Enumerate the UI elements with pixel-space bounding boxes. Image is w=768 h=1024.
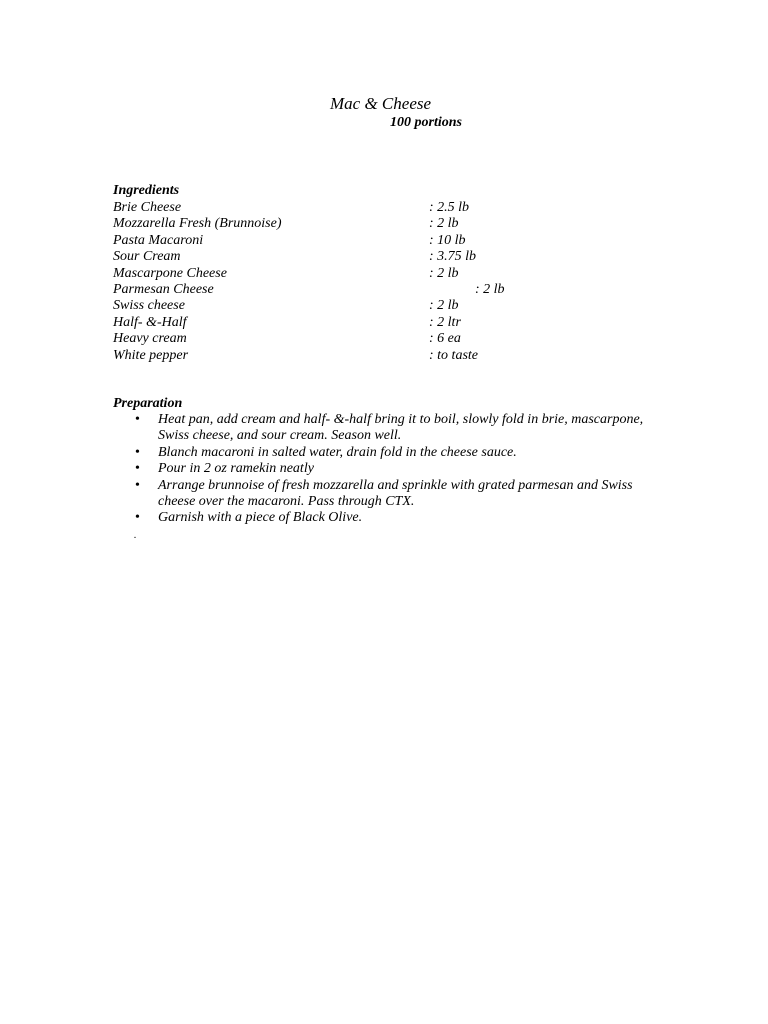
list-item (113, 445, 653, 461)
trailing-mark: . (134, 530, 137, 541)
step-text: Arrange brunnoise of fresh mozzarella and sprinkle with grated parmesan and Swiss cheese over the macaroni. Pass through CTX. (158, 477, 633, 510)
ingredient-quantity: : 2 lb (429, 216, 459, 232)
ingredient-row (113, 200, 633, 216)
ingredient-row (113, 348, 633, 364)
bullet-icon: • (135, 461, 140, 477)
ingredient-row (113, 282, 633, 298)
ingredient-row (113, 249, 633, 265)
ingredient-quantity: : 2 ltr (429, 314, 461, 330)
ingredient-row (113, 315, 633, 331)
list-item (113, 478, 653, 511)
ingredient-name: Swiss cheese (113, 298, 185, 314)
step-text: Heat pan, add cream and half- &-half bring it to boil, slowly fold in brie, mascarpone, Swiss cheese, and sour cream. Season well. (158, 412, 644, 444)
ingredient-row (113, 331, 633, 347)
ingredient-row (113, 266, 633, 282)
ingredient-name: Half- &-Half (113, 314, 187, 330)
preparation-steps (113, 412, 653, 527)
bullet-icon: • (135, 477, 140, 493)
ingredient-quantity: : 2 lb (429, 265, 459, 281)
ingredient-name: Sour Cream (113, 249, 181, 265)
ingredient-quantity: : 2 lb (475, 281, 505, 297)
ingredient-quantity: : 6 ea (429, 331, 461, 347)
ingredient-row (113, 233, 633, 249)
ingredient-name: Mascarpone Cheese (113, 265, 227, 281)
list-item (113, 461, 653, 477)
ingredient-name: Heavy cream (113, 331, 187, 347)
ingredient-name: Pasta Macaroni (113, 232, 204, 248)
step-text: Blanch macaroni in salted water, drain fold in the cheese sauce. (158, 444, 517, 460)
ingredient-quantity: : 3.75 lb (429, 249, 477, 265)
recipe-title: Mac & Cheese (330, 94, 432, 113)
bullet-icon: • (135, 510, 140, 526)
bullet-icon: • (135, 444, 140, 460)
bullet-icon: • (135, 412, 140, 427)
ingredient-name: White pepper (113, 347, 189, 363)
ingredient-row (113, 216, 633, 232)
ingredients-list (113, 200, 633, 364)
ingredients-heading: Ingredients (113, 183, 180, 198)
ingredient-name: Parmesan Cheese (113, 281, 214, 297)
ingredient-quantity: : 2 lb (429, 298, 459, 314)
ingredient-row (113, 298, 633, 314)
ingredient-name: Brie Cheese (113, 200, 182, 215)
list-item (113, 412, 653, 445)
ingredient-quantity: : 10 lb (429, 232, 466, 248)
step-text: Garnish with a piece of Black Olive. (158, 510, 363, 526)
ingredient-quantity: : 2.5 lb (429, 200, 470, 215)
recipe-subtitle: 100 portions (390, 115, 462, 130)
preparation-heading: Preparation (113, 396, 183, 411)
ingredient-name: Mozzarella Fresh (Brunnoise) (113, 216, 282, 232)
ingredient-quantity: : to taste (429, 347, 478, 363)
step-text: Pour in 2 oz ramekin neatly (158, 461, 314, 477)
list-item (113, 510, 653, 526)
